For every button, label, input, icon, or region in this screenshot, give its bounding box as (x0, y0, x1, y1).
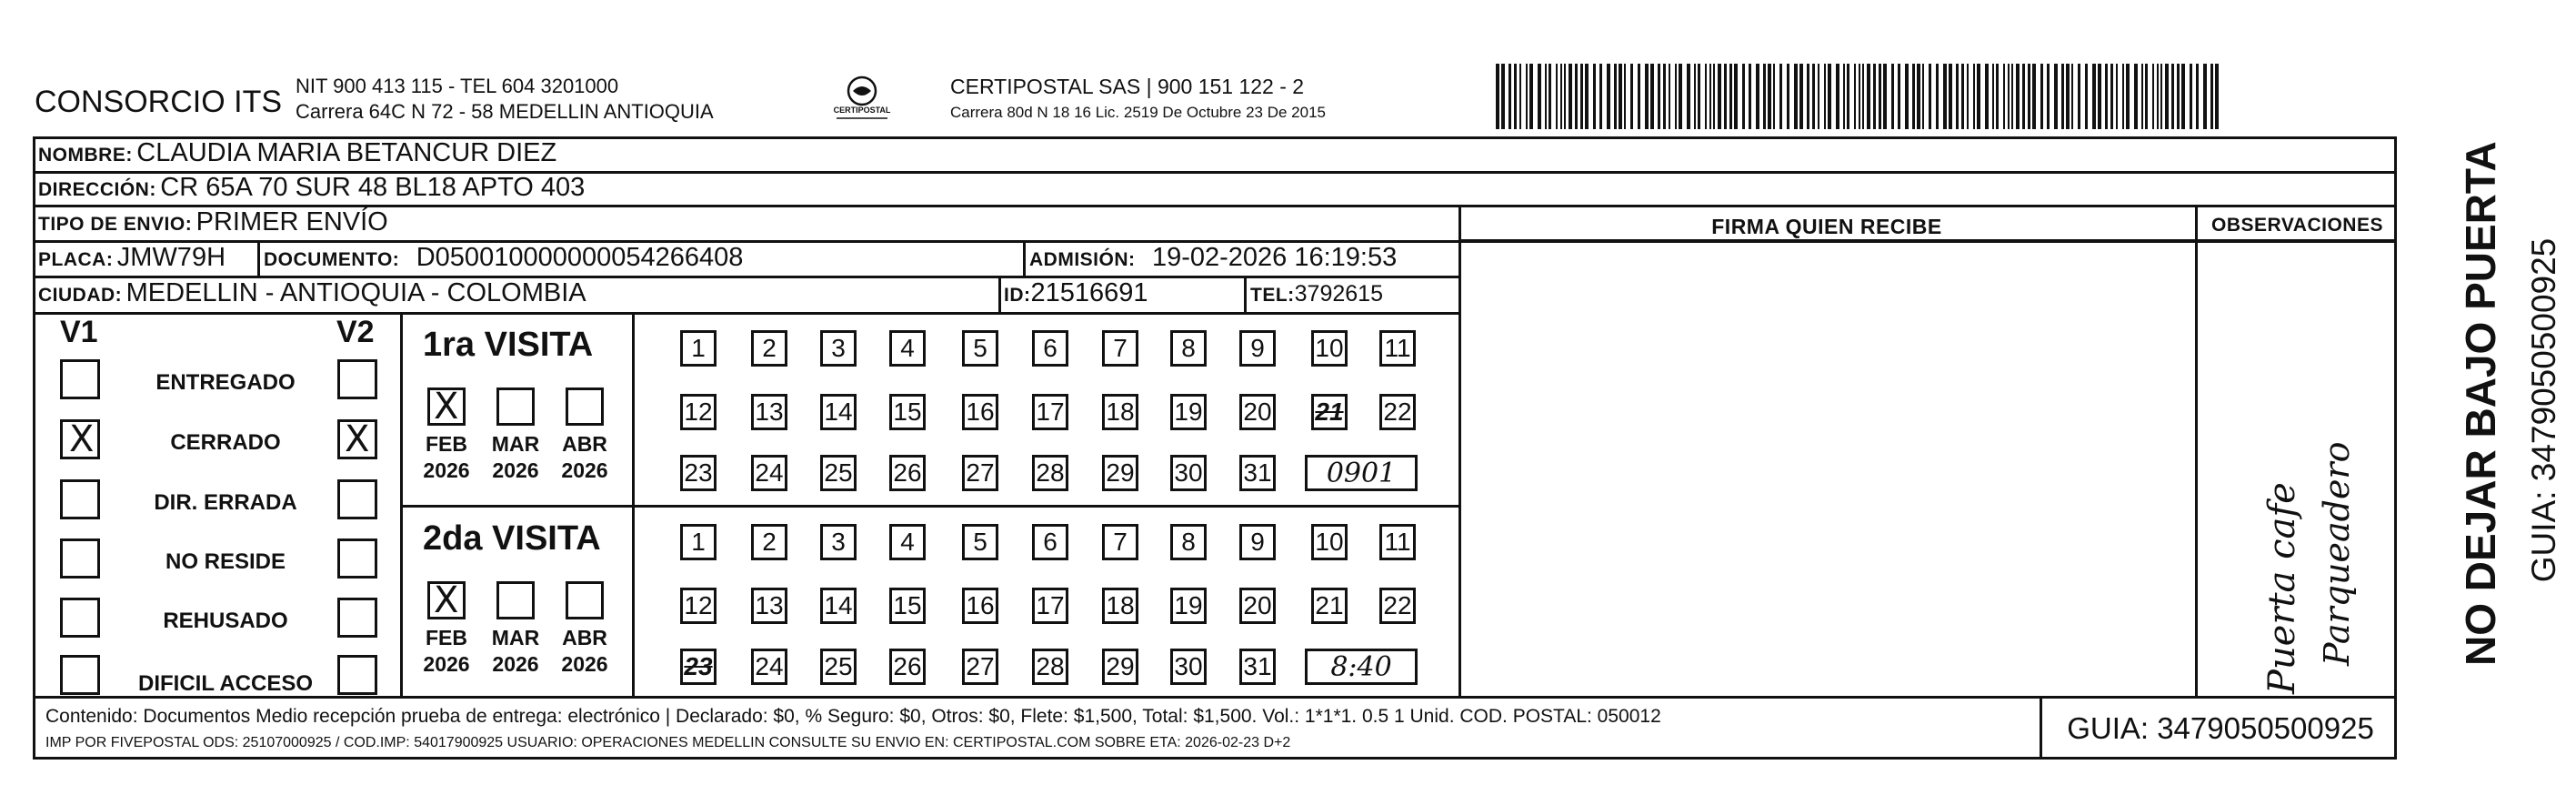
day-box[interactable]: 20 (1239, 588, 1276, 624)
v1-checkbox[interactable] (60, 598, 100, 638)
tel-value: 3792615 (1294, 281, 1383, 307)
barcode-bar (2054, 64, 2058, 129)
barcode (1496, 64, 2223, 129)
barcode-bar (1694, 64, 1696, 129)
barcode-bar (2105, 64, 2108, 129)
month-name: MAR (491, 626, 540, 649)
barcode-bar (2152, 64, 2154, 129)
barcode-bar (1936, 64, 1939, 129)
v2-checkbox[interactable] (337, 655, 377, 695)
day-box[interactable]: 10 (1311, 330, 1348, 367)
barcode-bar (1873, 64, 1876, 129)
v2-checkbox[interactable] (337, 538, 377, 579)
month-label (557, 431, 612, 484)
direccion-label: DIRECCIÓN: (38, 179, 156, 200)
day-box[interactable]: 12 (680, 588, 717, 624)
barcode-bar (1607, 64, 1610, 129)
barcode-bar (2122, 64, 2124, 129)
day-box[interactable]: 17 (1032, 394, 1068, 430)
certipostal-line2: Carrera 80d N 18 16 Lic. 2519 De Octubre 23 De 2015 (950, 104, 1326, 121)
day-box[interactable]: 5 (962, 330, 998, 367)
v2-checkbox[interactable] (337, 359, 377, 399)
logo-text: CERTIPOSTAL (833, 106, 891, 115)
barcode-bar (1787, 64, 1789, 129)
day-box[interactable]: 8 (1170, 524, 1207, 560)
tel-label: TEL: (1250, 285, 1295, 306)
v2-label: V2 (336, 315, 375, 349)
barcode-bar (2008, 64, 2010, 129)
day-box[interactable]: 1 (680, 330, 717, 367)
month-name: FEB (426, 626, 467, 649)
barcode-bar (1898, 64, 1900, 129)
observaciones-note-line1: Puerta cafe (2261, 482, 2303, 694)
barcode-bar (1560, 64, 1562, 129)
barcode-bar (1496, 64, 1499, 129)
barcode-bar (1812, 64, 1815, 129)
status-label: CERRADO (170, 430, 281, 455)
month-label (488, 625, 543, 678)
visit-title: 1ra VISITA (423, 326, 594, 364)
status-label: DIFICIL ACCESO (137, 671, 313, 696)
barcode-bar (1519, 64, 1521, 129)
barcode-bar (1698, 64, 1700, 129)
documento-field (264, 243, 743, 273)
barcode-bar (1917, 64, 1920, 129)
day-box[interactable]: 5 (962, 524, 998, 560)
visit-title: 2da VISITA (423, 519, 601, 558)
ciudad-field (38, 278, 586, 308)
day-box[interactable]: 25 (820, 649, 857, 685)
barcode-bar (2098, 64, 2101, 129)
barcode-bar (2066, 64, 2070, 129)
day-box[interactable]: 4 (889, 330, 926, 367)
tipo-row (38, 207, 388, 237)
documento-label: DOCUMENTO: (264, 249, 400, 270)
barcode-bar (1763, 64, 1766, 129)
barcode-graphic (1496, 64, 2223, 129)
month-year: 2026 (492, 652, 539, 676)
barcode-bar (1943, 64, 1947, 129)
month-checkbox[interactable] (566, 387, 604, 426)
barcode-bar (1580, 64, 1583, 129)
v1-label: V1 (60, 315, 98, 349)
barcode-bar (1807, 64, 1809, 129)
status-label: NO RESIDE (165, 549, 286, 574)
barcode-bar (1891, 64, 1894, 129)
barcode-bar (1630, 64, 1633, 129)
month-label (419, 431, 474, 484)
barcode-bar (1545, 64, 1547, 129)
company-name: CONSORCIO ITS (35, 85, 283, 119)
nombre-label: NOMBRE: (38, 145, 133, 166)
barcode-bar (1773, 64, 1775, 129)
day-box[interactable]: 11 (1379, 524, 1416, 560)
barcode-bar (1679, 64, 1682, 129)
month-year: 2026 (423, 652, 470, 676)
status-label: DIR. ERRADA (154, 490, 297, 515)
barcode-bar (1526, 64, 1528, 129)
day-box[interactable]: 27 (962, 649, 998, 685)
admision-value: 19-02-2026 16:19:53 (1151, 243, 1398, 272)
company-address: Carrera 64C N 72 - 58 MEDELLIN ANTIOQUIA (296, 100, 714, 123)
day-box[interactable]: 22 (1379, 394, 1416, 430)
barcode-bar (2181, 64, 2185, 129)
barcode-bar (1556, 64, 1558, 129)
footer-imp: IMP POR FIVEPOSTAL ODS: 25107000925 / COD.IMP: 54017900925 USUARIO: OPERACIONES MEDELLIN CONSULTE SU ENVIO EN: CERTIPOSTAL.COM SOBRE ETA: 2026-02-23 D+2 (45, 735, 1291, 750)
barcode-bar (2177, 64, 2180, 129)
status-label: REHUSADO (163, 609, 288, 633)
admision-field (1029, 243, 1397, 273)
barcode-bar (2032, 64, 2036, 129)
v1-checkbox[interactable] (60, 359, 100, 399)
barcode-bar (1779, 64, 1782, 129)
day-box[interactable]: 4 (889, 524, 926, 560)
barcode-bar (1687, 64, 1690, 129)
day-box[interactable]: 12 (680, 394, 717, 430)
month-name: ABR (562, 626, 607, 649)
month-checkbox[interactable] (566, 581, 604, 619)
month-check-mark: X (434, 579, 459, 621)
barcode-bar (1614, 64, 1617, 129)
barcode-bar (1996, 64, 1999, 129)
barcode-bar (1585, 64, 1589, 129)
barcode-bar (1859, 64, 1860, 129)
barcode-bar (1824, 64, 1826, 129)
v1-check-mark: X (69, 418, 95, 460)
day-box[interactable]: 7 (1102, 524, 1138, 560)
barcode-bar (1713, 64, 1715, 129)
barcode-bar (2134, 64, 2138, 129)
barcode-bar (2110, 64, 2113, 129)
barcode-bar (1514, 64, 1517, 129)
barcode-bar (1912, 64, 1915, 129)
day-box[interactable]: 2 (751, 524, 787, 560)
barcode-bar (1663, 64, 1666, 129)
barcode-bar (1905, 64, 1909, 129)
barcode-bar (1705, 64, 1707, 129)
admision-label: ADMISIÓN: (1029, 249, 1136, 270)
month-label (419, 625, 474, 678)
barcode-bar (1818, 64, 1819, 129)
barcode-bar (1992, 64, 1994, 129)
barcode-bar (1729, 64, 1732, 129)
nombre-value: CLAUDIA MARIA BETANCUR DIEZ (136, 138, 557, 167)
month-year: 2026 (561, 652, 608, 676)
ciudad-label: CIUDAD: (38, 285, 123, 306)
day-box[interactable]: 26 (889, 649, 926, 685)
barcode-bar (1599, 64, 1602, 129)
barcode-bar (1967, 64, 1969, 129)
barcode-bar (1624, 64, 1626, 129)
barcode-bar (1509, 64, 1511, 129)
day-box[interactable]: 1 (680, 524, 717, 560)
day-box[interactable]: 25 (820, 455, 857, 491)
day-box[interactable]: 23 (680, 455, 717, 491)
barcode-bar (1675, 64, 1677, 129)
barcode-bar (2011, 64, 2013, 129)
month-name: MAR (491, 432, 540, 456)
day-box[interactable]: 14 (820, 588, 857, 624)
month-year: 2026 (561, 458, 608, 482)
v2-checkbox[interactable] (337, 479, 377, 519)
day-box[interactable]: 9 (1239, 524, 1276, 560)
barcode-bar (2003, 64, 2005, 129)
v2-checkbox[interactable] (337, 598, 377, 638)
barcode-bar (1843, 64, 1845, 129)
barcode-bar (1799, 64, 1803, 129)
day-box[interactable]: 14 (820, 394, 857, 430)
barcode-bar (2215, 64, 2219, 129)
barcode-bar (1734, 64, 1738, 129)
barcode-bar (1756, 64, 1759, 129)
id-value: 21516691 (1030, 278, 1148, 307)
barcode-bar (1879, 64, 1881, 129)
day-box[interactable]: 23 (680, 649, 717, 685)
day-box[interactable]: 17 (1032, 588, 1068, 624)
day-box[interactable]: 13 (751, 588, 787, 624)
barcode-bar (1724, 64, 1727, 129)
day-box[interactable]: 18 (1102, 394, 1138, 430)
month-year: 2026 (492, 458, 539, 482)
day-box[interactable]: 21 (1311, 588, 1348, 624)
month-check-mark: X (434, 386, 459, 428)
barcode-bar (2071, 64, 2073, 129)
v2-check-mark: X (345, 418, 370, 460)
company-nit-tel: NIT 900 413 115 - TEL 604 3201000 (296, 75, 619, 97)
day-box[interactable]: 11 (1379, 330, 1416, 367)
barcode-bar (1854, 64, 1856, 129)
barcode-bar (1985, 64, 1989, 129)
barcode-bar (1847, 64, 1849, 129)
month-year: 2026 (423, 458, 470, 482)
barcode-bar (1973, 64, 1975, 129)
day-box[interactable]: 21 (1311, 394, 1348, 430)
day-box[interactable]: 3 (820, 524, 857, 560)
barcode-bar (1669, 64, 1670, 129)
observaciones-note-line2: Parqueadero (2317, 441, 2357, 666)
time-written-box[interactable]: 0901 (1305, 455, 1418, 491)
barcode-bar (2078, 64, 2080, 129)
day-box[interactable]: 29 (1102, 649, 1138, 685)
day-box[interactable]: 7 (1102, 330, 1138, 367)
day-box[interactable]: 30 (1170, 455, 1207, 491)
barcode-bar (2165, 64, 2169, 129)
day-box[interactable]: 24 (751, 455, 787, 491)
barcode-bar (2126, 64, 2130, 129)
certipostal-logo (826, 73, 898, 124)
day-box[interactable]: 19 (1170, 588, 1207, 624)
day-box[interactable]: 22 (1379, 588, 1416, 624)
day-box[interactable]: 31 (1239, 649, 1276, 685)
day-box[interactable]: 15 (889, 394, 926, 430)
day-box[interactable]: 6 (1032, 330, 1068, 367)
day-box[interactable]: 15 (889, 588, 926, 624)
barcode-bar (1977, 64, 1980, 129)
certipostal-line1: CERTIPOSTAL SAS | 900 151 122 - 2 (950, 75, 1305, 98)
direccion-row (38, 173, 585, 203)
barcode-bar (2171, 64, 2174, 129)
barcode-bar (2145, 64, 2148, 129)
barcode-bar (1794, 64, 1798, 129)
barcode-bar (2061, 64, 2064, 129)
barcode-bar (1836, 64, 1839, 129)
day-box[interactable]: 2 (751, 330, 787, 367)
day-box[interactable]: 16 (962, 588, 998, 624)
barcode-bar (1638, 64, 1640, 129)
v1-checkbox[interactable] (60, 655, 100, 695)
v1-checkbox[interactable] (60, 479, 100, 519)
barcode-bar (1867, 64, 1870, 129)
day-box[interactable]: 28 (1032, 455, 1068, 491)
barcode-bar (2160, 64, 2162, 129)
barcode-bar (1883, 64, 1887, 129)
day-box[interactable]: 19 (1170, 394, 1207, 430)
barcode-bar (1650, 64, 1654, 129)
barcode-bar (1949, 64, 1952, 129)
barcode-bar (2141, 64, 2143, 129)
barcode-bar (2085, 64, 2088, 129)
day-box[interactable]: 3 (820, 330, 857, 367)
barcode-bar (1658, 64, 1660, 129)
tipo-label: TIPO DE ENVIO: (38, 214, 193, 235)
placa-field (38, 243, 226, 273)
observaciones-header: OBSERVACIONES (2211, 215, 2383, 236)
footer-guia: GUIA: 3479050500925 (2067, 711, 2374, 745)
barcode-bar (2028, 64, 2030, 129)
barcode-bar (2210, 64, 2213, 129)
barcode-bar (1718, 64, 1721, 129)
day-box[interactable]: 24 (751, 649, 787, 685)
barcode-bar (2203, 64, 2207, 129)
month-name: FEB (426, 432, 467, 456)
barcode-bar (1862, 64, 1864, 129)
side-guia: GUIA: 3479050500925 (2525, 237, 2562, 583)
day-box[interactable]: 31 (1239, 455, 1276, 491)
barcode-bar (1749, 64, 1751, 129)
side-no-dejar: NO DEJAR BAJO PUERTA (2457, 141, 2504, 666)
barcode-bar (1929, 64, 1931, 129)
id-label: ID: (1004, 285, 1031, 306)
barcode-bar (2040, 64, 2043, 129)
placa-value: JMW79H (116, 243, 226, 272)
id-field (1004, 278, 1148, 308)
barcode-bar (1501, 64, 1505, 129)
certipostal-logo-icon (826, 73, 898, 124)
barcode-bar (2022, 64, 2025, 129)
day-box[interactable]: 20 (1239, 394, 1276, 430)
day-box[interactable]: 8 (1170, 330, 1207, 367)
barcode-bar (1575, 64, 1578, 129)
day-box[interactable]: 10 (1311, 524, 1348, 560)
ciudad-value: MEDELLIN - ANTIOQUIA - COLOMBIA (125, 278, 586, 307)
day-box[interactable]: 13 (751, 394, 787, 430)
day-box[interactable]: 29 (1102, 455, 1138, 491)
barcode-bar (1922, 64, 1924, 129)
barcode-bar (1768, 64, 1771, 129)
tel-field (1250, 281, 1383, 307)
barcode-bar (1529, 64, 1533, 129)
month-label (488, 431, 543, 484)
barcode-bar (2092, 64, 2096, 129)
barcode-bar (1549, 64, 1551, 129)
barcode-bar (2157, 64, 2159, 129)
day-box[interactable]: 26 (889, 455, 926, 491)
status-label: ENTREGADO (155, 370, 296, 395)
day-box[interactable]: 30 (1170, 649, 1207, 685)
day-box[interactable]: 16 (962, 394, 998, 430)
day-box[interactable]: 27 (962, 455, 998, 491)
barcode-bar (2190, 64, 2192, 129)
barcode-bar (1961, 64, 1964, 129)
day-box[interactable]: 9 (1239, 330, 1276, 367)
observaciones-note (2205, 382, 2387, 694)
barcode-bar (1828, 64, 1831, 129)
month-checkbox[interactable] (496, 581, 535, 619)
barcode-bar (2047, 64, 2050, 129)
month-checkbox[interactable] (496, 387, 535, 426)
documento-value: D050010000000054266408 (416, 243, 744, 272)
barcode-bar (2196, 64, 2199, 129)
barcode-bar (2116, 64, 2118, 129)
barcode-bar (1645, 64, 1649, 129)
placa-label: PLACA: (38, 249, 114, 270)
barcode-bar (1619, 64, 1622, 129)
day-box[interactable]: 6 (1032, 524, 1068, 560)
month-label (557, 625, 612, 678)
direccion-value: CR 65A 70 SUR 48 BL18 APTO 403 (160, 173, 586, 202)
barcode-bar (1709, 64, 1711, 129)
tipo-value: PRIMER ENVÍO (195, 207, 388, 236)
barcode-bar (1569, 64, 1572, 129)
month-name: ABR (562, 432, 607, 456)
firma-header: FIRMA QUIEN RECIBE (1711, 215, 1942, 238)
barcode-bar (1564, 64, 1566, 129)
footer-contenido: Contenido: Documentos Medio recepción prueba de entrega: electrónico | Declarado: $0, % Seguro: $0, Otros: $0, Flete: $1,500, Total: $1,500. Vol.: 1*1*1. 0.5 1 Unid. COD. POSTAL: 050012 (45, 706, 1661, 727)
time-written-box[interactable]: 8:40 (1305, 649, 1418, 685)
barcode-bar (1956, 64, 1959, 129)
barcode-bar (1742, 64, 1745, 129)
barcode-bar (1593, 64, 1596, 129)
day-box[interactable]: 28 (1032, 649, 1068, 685)
barcode-bar (2016, 64, 2020, 129)
v1-checkbox[interactable] (60, 538, 100, 579)
nombre-row (38, 138, 556, 168)
barcode-bar (1538, 64, 1541, 129)
day-box[interactable]: 18 (1102, 588, 1138, 624)
